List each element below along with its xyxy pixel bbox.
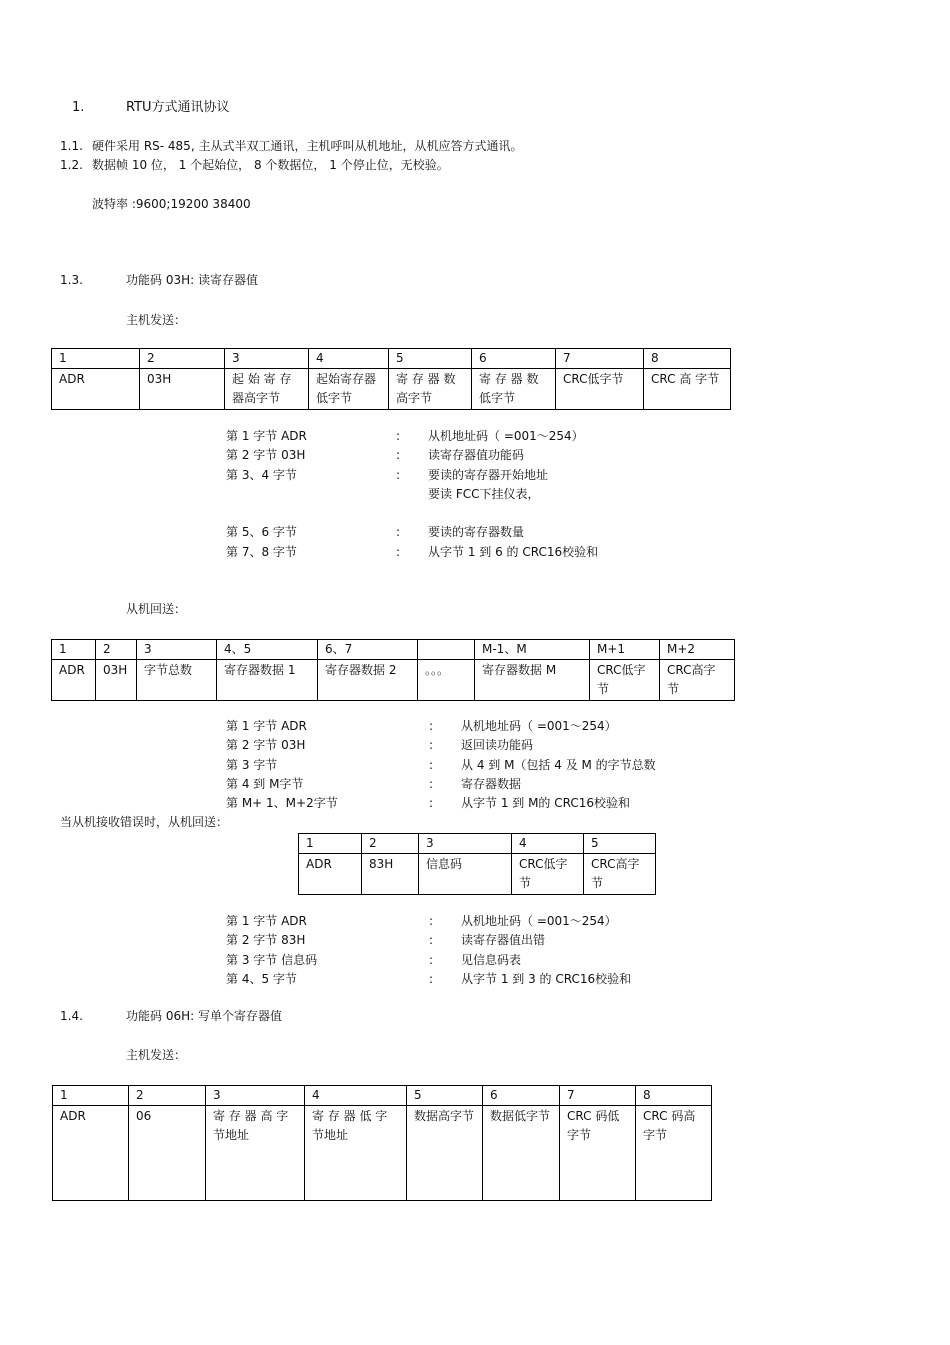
table-slave-read-reply [51, 639, 735, 701]
error-reply-note: 当从机接收错误时，从机回送： [60, 815, 229, 829]
table-cell: CRC 码低字节 [560, 1106, 636, 1201]
table-cell: 7 [556, 349, 644, 369]
table-cell: 06 [129, 1106, 206, 1201]
table-row [52, 369, 731, 410]
slave-reply-label: 从机回送： [126, 602, 187, 616]
table-header-row [299, 834, 656, 854]
table-cell: 7 [560, 1086, 636, 1106]
table-cell: 数据低字节 [483, 1106, 560, 1201]
table-cell: M-1、M [475, 640, 590, 660]
table-cell: CRC高字节 [584, 854, 656, 895]
table-cell: 5 [584, 834, 656, 854]
table-cell: 起 始 寄 存 器高字节 [225, 369, 309, 410]
table-cell: 2 [362, 834, 419, 854]
table-cell: 3 [225, 349, 309, 369]
table-cell: 8 [644, 349, 731, 369]
table-cell: ADR [52, 369, 140, 410]
table-cell: 寄 存 器 低 字 节地址 [305, 1106, 407, 1201]
table-master-read-request [51, 348, 731, 410]
table-cell: 3 [137, 640, 217, 660]
table-cell: 2 [140, 349, 225, 369]
table-error-reply [298, 833, 656, 895]
s1-1-text: 硬件采用 RS- 485, 主从式半双工通讯，主机呼叫从机地址，从机应答方式通讯。 [92, 139, 523, 153]
s1-4-text: 功能码 06H: 写单个寄存器值 [126, 1009, 282, 1023]
table-master-write-request [52, 1085, 712, 1201]
table-cell: CRC低字节 [512, 854, 584, 895]
table-cell: 4、5 [217, 640, 318, 660]
table-cell: M+1 [590, 640, 660, 660]
table-cell: 2 [129, 1086, 206, 1106]
table-row [299, 854, 656, 895]
table-cell: 2 [96, 640, 137, 660]
s1-3-number: 1.3. [60, 273, 83, 287]
table-cell: 寄 存 器 数 低字节 [472, 369, 556, 410]
table-cell: 1 [53, 1086, 129, 1106]
table-cell: 83H [362, 854, 419, 895]
table-cell: 6 [483, 1086, 560, 1106]
table-cell: 8 [636, 1086, 712, 1106]
table-cell: 信息码 [419, 854, 512, 895]
table-cell: 1 [52, 349, 140, 369]
table-row [52, 660, 735, 701]
table-cell: 5 [389, 349, 472, 369]
table-cell: ADR [53, 1106, 129, 1201]
table-cell: 数据高字节 [407, 1106, 483, 1201]
table-cell: 字节总数 [137, 660, 217, 701]
table-header-row [52, 349, 731, 369]
section-title: RTU方式通讯协议 [126, 100, 230, 115]
table-cell: 。。。 [418, 660, 475, 701]
s1-2-text: 数据帧 10 位， 1 个起始位， 8 个数据位， 1 个停止位，无校验。 [92, 158, 449, 172]
table-cell: M+2 [660, 640, 735, 660]
s1-3-text: 功能码 03H: 读寄存器值 [126, 273, 258, 287]
table-cell: 4 [512, 834, 584, 854]
master-send-label: 主机发送： [126, 313, 187, 327]
table-cell: ADR [52, 660, 96, 701]
table-cell: 6 [472, 349, 556, 369]
table-cell: 5 [407, 1086, 483, 1106]
table-cell: 寄存器数据 M [475, 660, 590, 701]
table-cell: 3 [206, 1086, 305, 1106]
table-cell: CRC 高 字节 [644, 369, 731, 410]
table-cell: 4 [305, 1086, 407, 1106]
table-cell: 03H [96, 660, 137, 701]
table-row [53, 1106, 712, 1201]
table-cell: 起始寄存器低字节 [309, 369, 389, 410]
table-cell: 3 [419, 834, 512, 854]
table-cell: 4 [309, 349, 389, 369]
table-cell: ADR [299, 854, 362, 895]
table-header-row [52, 640, 735, 660]
table-cell: 寄存器数据 1 [217, 660, 318, 701]
section-number: 1. [72, 100, 85, 115]
table-cell: 寄 存 器 高 字 节地址 [206, 1106, 305, 1201]
table-header-row [53, 1086, 712, 1106]
s1-4-number: 1.4. [60, 1009, 83, 1023]
table-cell: 1 [299, 834, 362, 854]
table-cell: 6、7 [318, 640, 418, 660]
master-send-label: 主机发送： [126, 1048, 187, 1062]
table-cell: CRC低字节 [556, 369, 644, 410]
table-cell: 寄存器数据 2 [318, 660, 418, 701]
table-cell [418, 640, 475, 660]
baud-rate: 波特率 :9600;19200 38400 [92, 197, 251, 211]
table-cell: 寄 存 器 数 高字节 [389, 369, 472, 410]
table-cell: CRC低字节 [590, 660, 660, 701]
table-cell: CRC高字节 [660, 660, 735, 701]
table-cell: CRC 码高字节 [636, 1106, 712, 1201]
s1-2-number: 1.2. [60, 158, 83, 172]
table-cell: 03H [140, 369, 225, 410]
s1-1-number: 1.1. [60, 139, 83, 153]
table-cell: 1 [52, 640, 96, 660]
